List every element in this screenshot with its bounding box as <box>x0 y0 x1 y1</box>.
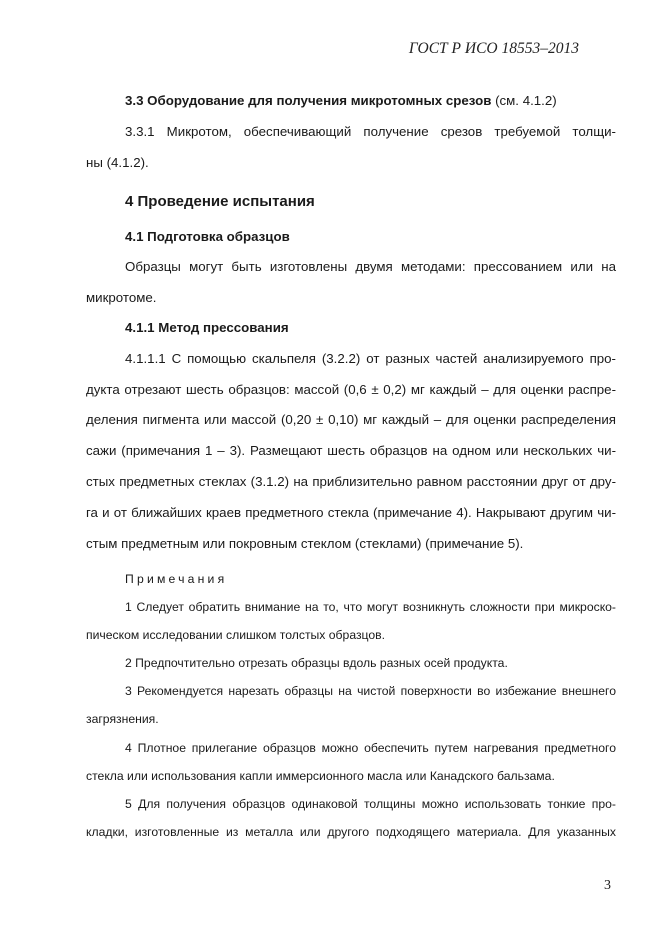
note-5-line-1: 5 Для получения образцов одинаковой толщины можно использовать тонкие про- <box>125 797 616 811</box>
note-3-line-2: загрязнения. <box>86 712 159 726</box>
item-3-3-1-line-2: ны (4.1.2). <box>86 155 149 170</box>
section-3-3-ref: (см. 4.1.2) <box>491 93 557 108</box>
item-3-3-1-line-1: 3.3.1 Микротом, обеспечивающий получение срезов требуемой толщи- <box>125 124 616 139</box>
note-3-line-1: 3 Рекомендуется нарезать образцы на чистой поверхности во избежание внешнего <box>125 684 616 698</box>
section-4-1-1-title: 4.1.1 Метод прессования <box>125 320 289 335</box>
note-2: 2 Предпочтительно отрезать образцы вдоль разных осей продукта. <box>125 656 508 670</box>
paragraph-line: стых предметных стеклах (3.1.2) на приблизительно равном расстоянии друг от дру- <box>86 474 616 489</box>
note-1-line-1: 1 Следует обратить внимание на то, что могут возникнуть сложности при микроско- <box>125 600 616 614</box>
paragraph-line: дукта отрезают шесть образцов: массой (0,6 ± 0,2) мг каждый – для оценки распре- <box>86 382 616 397</box>
paragraph-line: деления пигмента или массой (0,20 ± 0,10) мг каждый – для оценки распределения <box>86 412 616 427</box>
note-1-line-2: пическом исследовании слишком толстых образцов. <box>86 628 386 642</box>
section-3-3-title: 3.3 Оборудование для получения микротомных срезов <box>125 93 492 108</box>
section-4-title: 4 Проведение испытания <box>125 193 315 210</box>
section-4-1-para-line-2: микротоме. <box>86 290 157 305</box>
section-3-3-heading <box>125 93 557 109</box>
paragraph-line: 4.1.1.1 С помощью скальпеля (3.2.2) от разных частей анализируемого про- <box>125 351 616 366</box>
section-4-1-para-line-1: Образцы могут быть изготовлены двумя методами: прессованием или на <box>125 259 616 274</box>
document-code-header: ГОСТ Р ИСО 18553–2013 <box>408 40 579 57</box>
page-number: 3 <box>604 878 611 893</box>
section-4-1-title: 4.1 Подготовка образцов <box>125 229 290 244</box>
paragraph-line: сажи (примечания 1 – 3). Размещают шесть образцов на одном или нескольких чи- <box>86 443 616 458</box>
note-4-line-1: 4 Плотное прилегание образцов можно обеспечить путем нагревания предметного <box>125 741 616 755</box>
note-5-line-2: кладки, изготовленные из металла или другого подходящего материала. Для указанных <box>86 825 616 839</box>
paragraph-line: стым предметным или покровным стеклом (стеклами) (примечание 5). <box>86 536 524 551</box>
notes-heading: Примечания <box>125 572 228 586</box>
note-4-line-2: стекла или использования капли иммерсионного масла или Канадского бальзама. <box>86 769 555 783</box>
paragraph-line: га и от ближайших краев предметного стекла (примечание 4). Накрывают другим чи- <box>86 505 616 520</box>
